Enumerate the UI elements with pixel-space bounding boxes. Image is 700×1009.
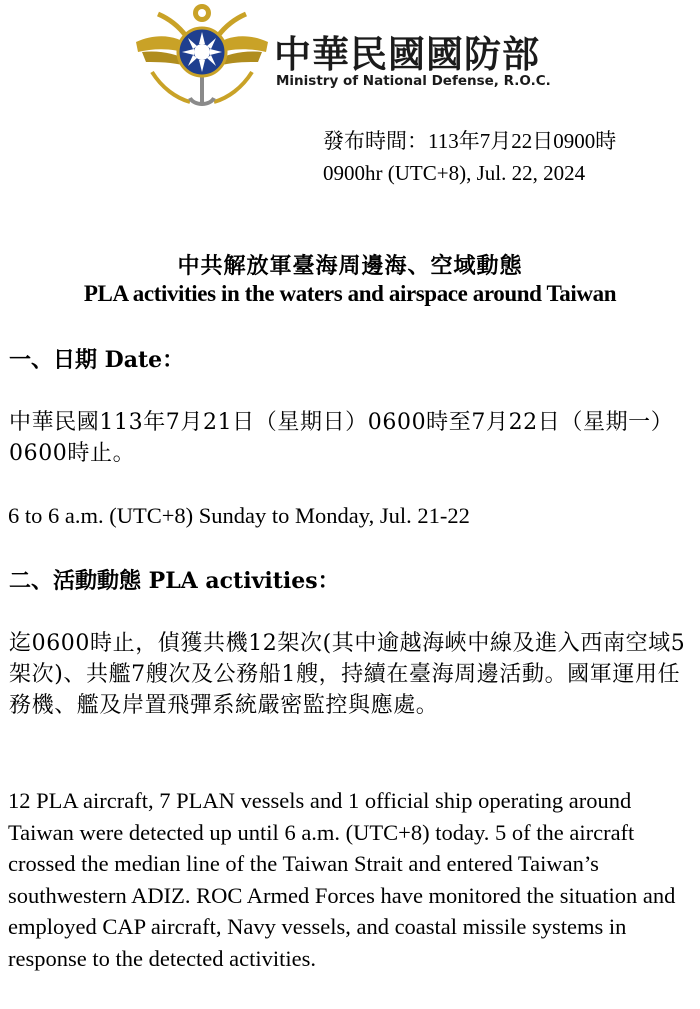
release-time bbox=[323, 125, 616, 189]
org-name-en: Ministry of National Defense, R.O.C. bbox=[276, 73, 551, 89]
org-name-cn: 中華民國國防部 bbox=[274, 32, 540, 76]
release-time-cn: 發布時間：113年7月22日0900時 bbox=[323, 129, 617, 153]
section-date-body-en: 6 to 6 a.m. (UTC+8) Sunday to Monday, Jul. 21-22 bbox=[8, 503, 470, 528]
ministry-header bbox=[128, 2, 578, 112]
section-date-body-cn: 中華民國113年7月21日（星期日）0600時至7月22日（星期一）0600時止。 bbox=[9, 410, 674, 466]
release-time-en: 0900hr (UTC+8), Jul. 22, 2024 bbox=[323, 161, 586, 185]
section-activities-heading: 二、活動動態 PLA activities： bbox=[9, 568, 340, 594]
section-activities-body-cn: 迄0600時止，偵獲共機12架次(其中逾越海峽中線及進入西南空域5架次)、共艦7艘次及公務船1艘，持續在臺海周邊活動。國軍運用任務機、艦及岸置飛彈系統嚴密監控與應處。 bbox=[9, 631, 686, 718]
ministry-emblem-icon bbox=[128, 2, 276, 112]
section-activities-body-en: 12 PLA aircraft, 7 PLAN vessels and 1 official ship operating around Taiwan were detected up until 6 a.m. (UTC+8) today. 5 of the aircraft crossed the median line of the Taiwan Strait and entered Taiwan’s southwestern ADIZ. ROC Armed Forces have monitored the situation and employed CAP aircraft, Navy vessels, and coastal missile systems in response to the detected activities. bbox=[8, 788, 676, 971]
section-date-heading: 一、日期 Date： bbox=[9, 347, 185, 373]
page-title-en: PLA activities in the waters and airspace around Taiwan bbox=[83, 281, 617, 306]
page-title-cn: 中共解放軍臺海周邊海、空域動態 bbox=[177, 253, 523, 279]
